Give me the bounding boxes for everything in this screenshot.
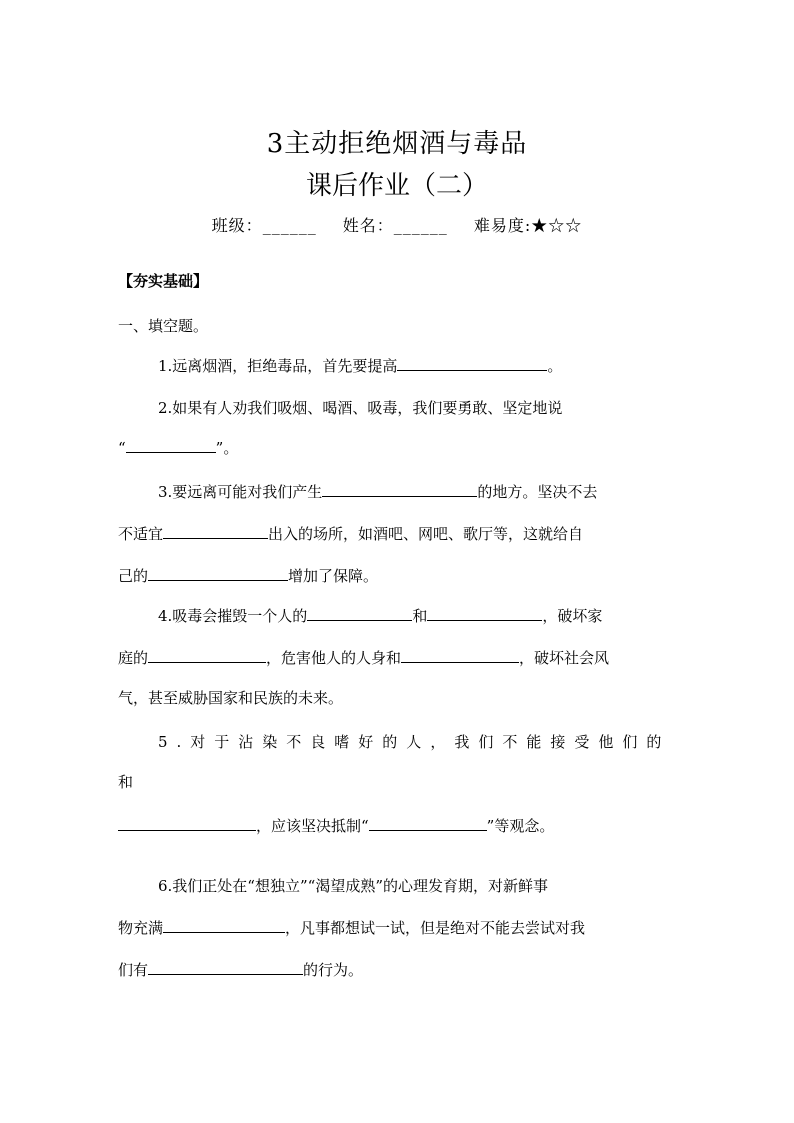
difficulty-stars: ★☆☆ (531, 216, 583, 235)
q3-blank-2[interactable] (163, 523, 268, 539)
q4-text-3: ，破坏家 (542, 607, 603, 625)
q4-text-2: 和 (412, 607, 428, 625)
q5-text-3: ，应该坚决抵制“ (256, 817, 369, 835)
q1-end: 。 (547, 357, 563, 375)
question-4 (158, 605, 678, 626)
q2-text: 2.如果有人劝我们吸烟、喝酒、吸毒，我们要勇敢、坚定地说 (158, 399, 563, 417)
question-2-cont (118, 437, 678, 458)
q4-text: 4.吸毒会摧毁一个人的 (158, 607, 308, 625)
q4-text-6: ，破坏社会风 (519, 649, 610, 667)
q3-text-2: 的地方。坚决不去 (477, 483, 598, 501)
q3-blank-3[interactable] (148, 565, 288, 581)
question-6 (158, 875, 678, 896)
q6-text-4: 们有 (118, 961, 149, 979)
class-blank: ______ (262, 216, 317, 235)
q5-blank-2[interactable] (369, 815, 487, 831)
q3-text: 3.要远离可能对我们产生 (158, 483, 323, 501)
question-3 (158, 481, 678, 502)
q6-text-2: 物充满 (118, 919, 164, 937)
worksheet-title: 3主动拒绝烟酒与毒品 (266, 129, 528, 159)
question-6-cont-1 (118, 917, 678, 938)
q5-text-4: ”等观念。 (486, 817, 555, 835)
part-heading: 一、填空题。 (118, 317, 209, 335)
q1-blank[interactable] (397, 355, 547, 371)
q6-text-5: 的行为。 (303, 961, 364, 979)
question-6-cont-2 (118, 959, 678, 980)
q6-blank-1[interactable] (163, 917, 285, 933)
q3-text-5: 己的 (118, 567, 149, 585)
student-info-row (0, 213, 794, 236)
q6-text-3: ，凡事都想试一试，但是绝对不能去尝试对我 (285, 919, 586, 937)
q5-text-2: 和 (118, 773, 134, 791)
name-blank: ______ (393, 216, 448, 235)
q4-blank-4[interactable] (401, 647, 519, 663)
question-5-cont-1 (118, 771, 678, 792)
question-4-cont-2 (118, 687, 678, 708)
q2-close: ”。 (215, 439, 239, 457)
q6-blank-2[interactable] (148, 959, 303, 975)
worksheet-subtitle: 课后作业（二） (305, 171, 488, 201)
q4-blank-1[interactable] (307, 605, 412, 621)
section-heading: 【夯实基础】 (118, 272, 209, 290)
q3-text-4: 出入的场所，如酒吧、网吧、歌厅等，这就给自 (268, 525, 584, 543)
q5-text: 5.对于沾染不良嗜好的人，我们不能接受他们的 (158, 733, 671, 751)
q4-blank-3[interactable] (148, 647, 266, 663)
q3-text-3: 不适宜 (118, 525, 164, 543)
q1-text: 1.远离烟酒，拒绝毒品，首先要提高 (158, 357, 398, 375)
question-5-cont-2 (118, 815, 678, 836)
q4-text-5: ，危害他人的人身和 (266, 649, 402, 667)
class-label: 班级： (211, 216, 263, 235)
question-2 (158, 397, 678, 418)
q6-text: 6.我们正处在“想独立”“渴望成熟”的心理发育期，对新鲜事 (158, 877, 548, 895)
q3-blank-1[interactable] (322, 481, 477, 497)
q2-open-quote: “ (118, 439, 126, 457)
question-5 (158, 731, 678, 752)
question-3-cont-2 (118, 565, 678, 586)
q5-blank-1[interactable] (118, 815, 256, 831)
question-4-cont-1 (118, 647, 678, 668)
q2-blank[interactable] (126, 437, 216, 453)
q4-blank-2[interactable] (427, 605, 542, 621)
question-1 (158, 355, 678, 376)
q3-text-6: 增加了保障。 (288, 567, 379, 585)
difficulty-label: 难易度: (473, 216, 532, 235)
question-3-cont-1 (118, 523, 678, 544)
q4-text-7: 气，甚至威胁国家和民族的未来。 (118, 689, 344, 707)
name-label: 姓名： (342, 216, 394, 235)
q4-text-4: 庭的 (118, 649, 149, 667)
